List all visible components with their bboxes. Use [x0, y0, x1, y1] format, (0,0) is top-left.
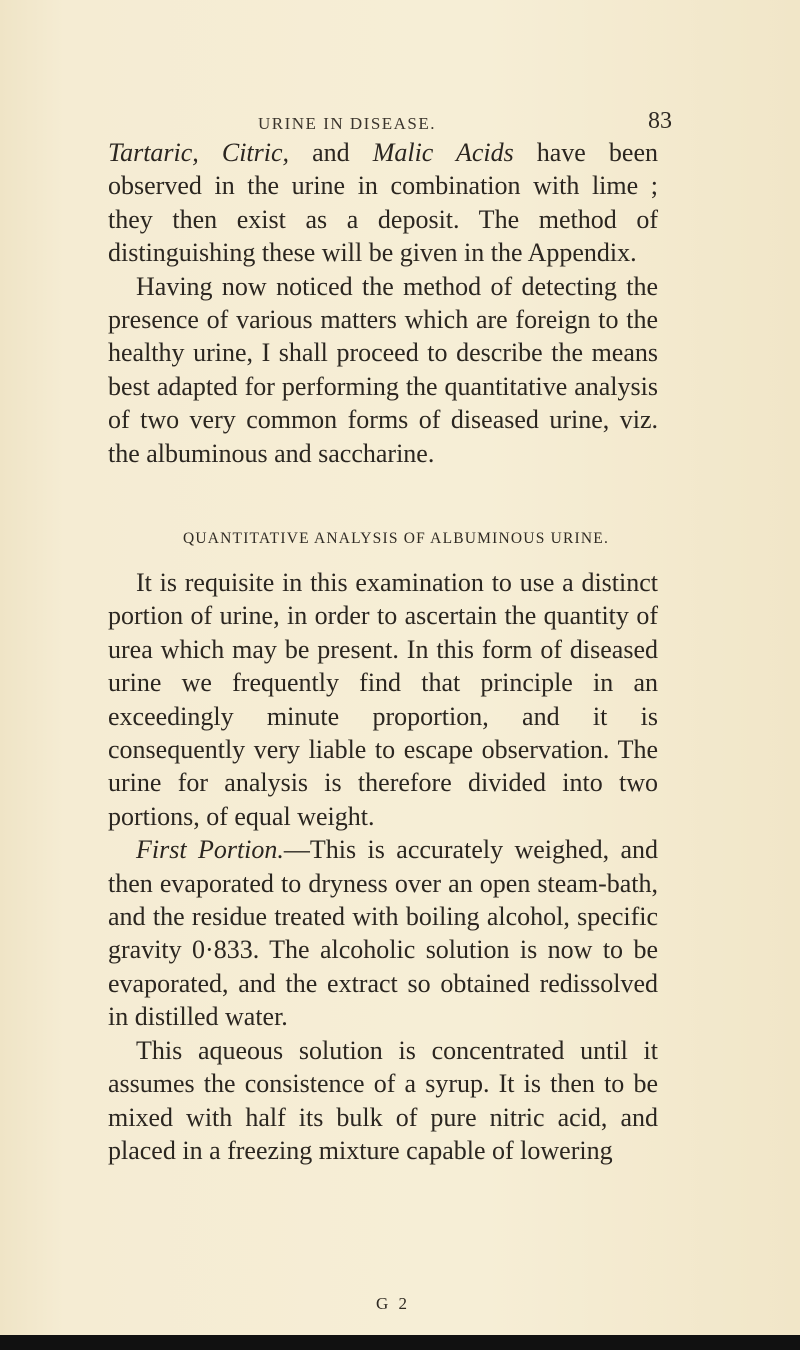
lead-connector: and	[289, 138, 373, 167]
italic-lead: First Portion.	[136, 835, 284, 865]
paragraph: It is requisite in this examination to use a distinct portion of urine, in order to ascertain the quantity of urea which may be present. In this form of diseased urine we frequently find that principle in an exceedingly minute proportion, and it is consequently very liable to escape observation. The urine for analysis is therefore divided into two portions, of equal weight.	[108, 568, 658, 831]
scan-edge	[0, 1335, 800, 1350]
paragraph	[108, 833, 658, 1033]
paragraph	[108, 136, 658, 270]
page-number: 83	[648, 108, 672, 134]
running-head	[0, 104, 800, 134]
section-heading: QUANTITATIVE ANALYSIS OF ALBUMINOUS URINE.	[182, 530, 610, 547]
paragraph: Having now noticed the method of detecting the presence of various matters which are foreign to the healthy urine, I shall proceed to describe the means best adapted for performing the quantitative analysis of two very common forms of diseased urine, viz. the albuminous and saccharine.	[108, 271, 658, 468]
text-block-bottom	[108, 566, 658, 1167]
text-block-top	[108, 136, 658, 470]
signature-mark: G 2	[376, 1294, 411, 1313]
running-title: URINE IN DISEASE.	[258, 114, 437, 133]
paragraph-text: —This is accurately weighed, and then evaporated to dryness over an open steam-bath, and the residue treated with boiling alcohol, specific gravity 0·833. The alcoholic solution is now to be evaporated, and the extract so obtained redissolved in distilled water.	[108, 835, 659, 1032]
paragraph-text: have been observed in the urine in combination with lime ; they then exist as a deposit. The method of distinguishing these will be given in the Appendix.	[108, 138, 658, 268]
italic-lead-2: Malic Acids	[372, 138, 514, 167]
paragraph: This aqueous solution is concentrated until it assumes the consistence of a syrup. It is then to be mixed with half its bulk of pure nitric acid, and placed in a freezing mixture capable of lowering	[108, 1035, 658, 1165]
italic-lead: Tartaric, Citric,	[108, 138, 290, 167]
